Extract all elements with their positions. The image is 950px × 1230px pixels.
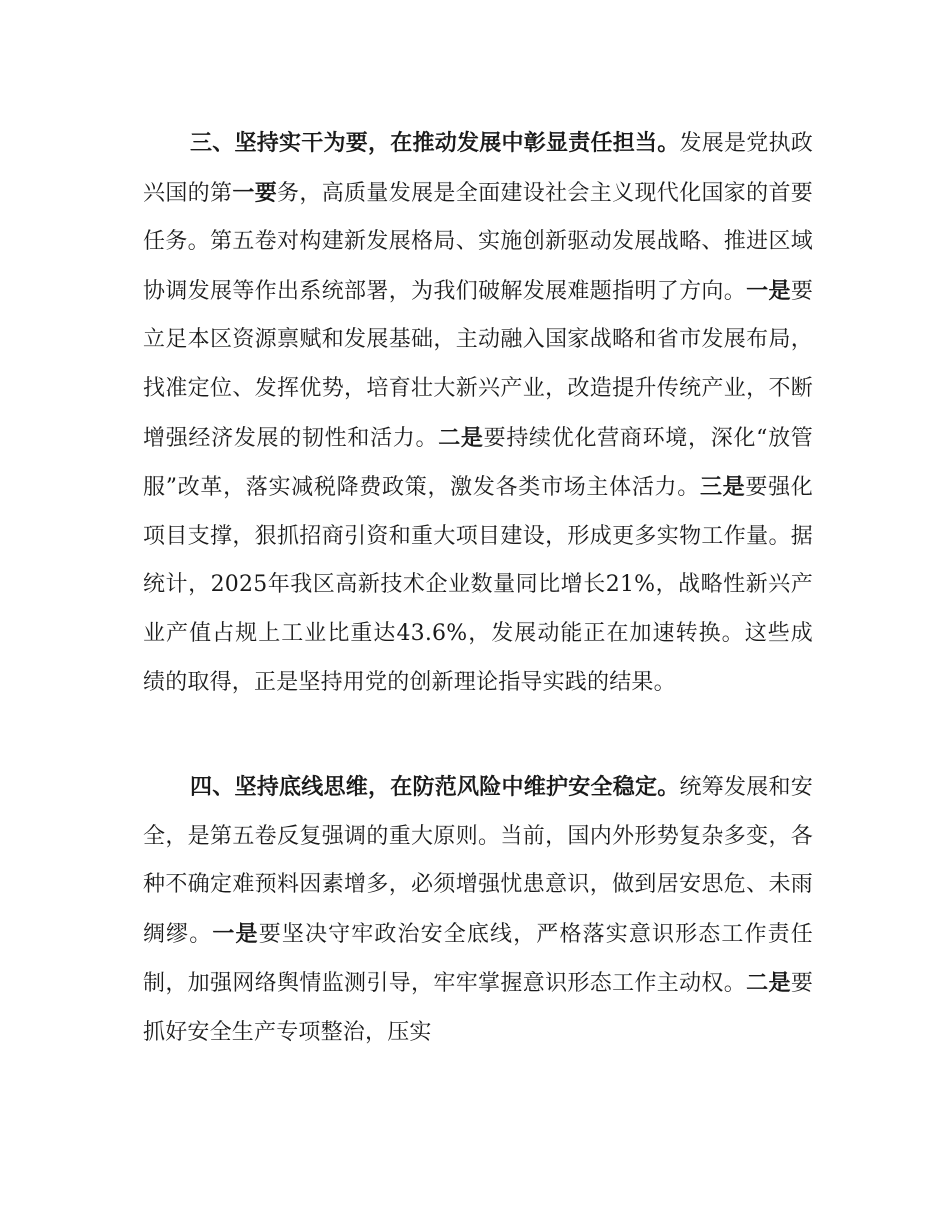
body-text: 发展是党执政兴国的第 bbox=[143, 131, 814, 206]
point-marker: 一是 bbox=[746, 277, 791, 304]
section-heading: 四、坚持底线思维，在防范风险中维护安全稳定。 bbox=[190, 774, 680, 800]
point-marker: 二是 bbox=[746, 970, 791, 997]
body-text: 要持续优化营商环境，深化“放管服”改革，落实减税降费政策，激发各类市场主体活力。 bbox=[143, 425, 814, 501]
body-text: 要坚决守牢政治安全底线，严格落实意识形态工作责任制，加强网络舆情监测引导，牢牢掌握意识形态工作主动权。 bbox=[143, 921, 813, 997]
paragraph-section-three bbox=[143, 119, 813, 707]
section-heading: 三、坚持实干为要，在推动发展中彰显责任担当。 bbox=[190, 130, 680, 156]
paragraph-section-four bbox=[143, 763, 813, 1058]
point-marker: 二是 bbox=[438, 424, 484, 451]
point-marker: 一是 bbox=[212, 920, 259, 947]
body-text: 要立足本区资源禀赋和发展基础，主动融入国家战略和省市发展布局，找准定位、发挥优势，培育壮大新兴产业，改造提升传统产业，不断增强经济发展的韧性和活力。 bbox=[143, 278, 814, 451]
body-text: 统筹发展和安全，是第五卷反复强调的重大原则。当前，国内外形势复杂多变，各种不确定难预料因素增多，必须增强忧患意识，做到居安思危、未雨绸缪。 bbox=[143, 775, 814, 947]
emphasis-text: 一要 bbox=[232, 179, 278, 206]
body-text: 要强化项目支撑，狠抓招商引资和重大项目建设，形成更多实物工作量。据统计，2025年我区高新技术企业数量同比增长21%，战略性新兴产业产值占规上工业比重达43.6%，发展动能正在加速转换。这些成绩的取得，正是坚持用党的创新理论指导实践的结果。 bbox=[143, 475, 813, 695]
point-marker: 三是 bbox=[699, 474, 746, 501]
body-text: 务，高质量发展是全面建设社会主义现代化国家的首要任务。第五卷对构建新发展格局、实施创新驱动发展战略、推进区域协调发展等作出系统部署，为我们破解发展难题指明了方向。 bbox=[143, 180, 813, 304]
body-text: 要抓好安全生产专项整治，压实 bbox=[143, 971, 814, 1045]
